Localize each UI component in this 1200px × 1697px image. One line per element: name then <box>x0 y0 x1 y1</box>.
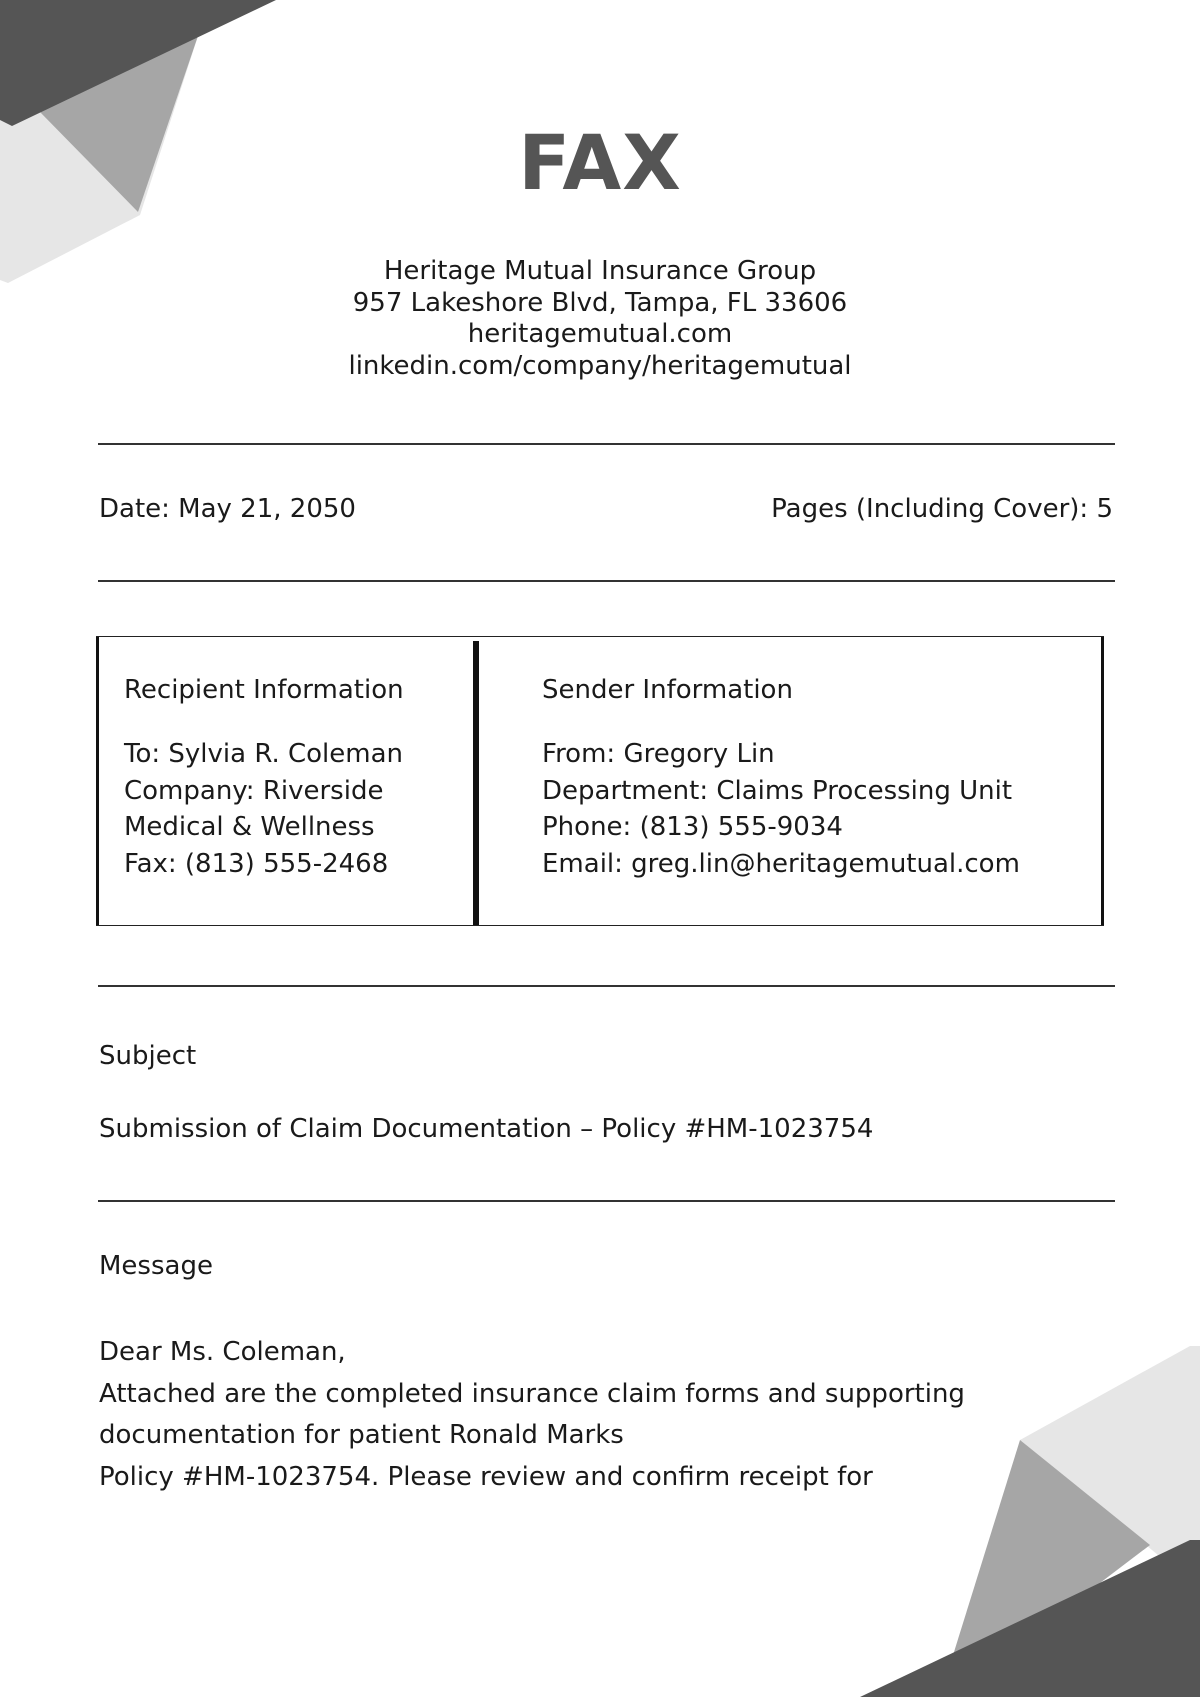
company-linkedin[interactable]: linkedin.com/company/heritagemutual <box>348 350 852 381</box>
company-name: Heritage Mutual Insurance Group <box>383 256 817 286</box>
recipient-heading: Recipient Information <box>124 675 404 705</box>
divider-line <box>98 443 1115 445</box>
box-border-right <box>1101 637 1104 925</box>
message-label: Message <box>99 1251 213 1281</box>
sender-email[interactable]: Email: greg.lin@heritagemutual.com <box>542 848 1020 879</box>
page-count: Pages (Including Cover): 5 <box>771 494 1113 524</box>
box-border-left <box>96 637 99 925</box>
fax-date: Date: May 21, 2050 <box>99 494 356 524</box>
message-line: Attached are the completed insurance claim forms and supporting <box>99 1378 965 1409</box>
contact-info-box <box>96 636 1104 926</box>
divider-line <box>98 985 1115 987</box>
box-column-divider <box>473 641 479 925</box>
sender-heading: Sender Information <box>542 675 793 705</box>
company-block <box>0 256 1200 382</box>
sender-from: From: Gregory Lin <box>542 739 775 769</box>
message-line: Dear Ms. Coleman, <box>99 1337 346 1367</box>
sender-info <box>542 675 1082 882</box>
recipient-info <box>124 675 464 882</box>
subject-text: Submission of Claim Documentation – Policy #HM-1023754 <box>99 1114 874 1144</box>
recipient-company-cont: Medical & Wellness <box>124 812 375 842</box>
sender-phone: Phone: (813) 555-9034 <box>542 812 843 842</box>
recipient-company: Company: Riverside <box>124 775 384 806</box>
divider-line <box>98 580 1115 582</box>
sender-department: Department: Claims Processing Unit <box>542 775 1013 806</box>
message-body <box>99 1332 965 1498</box>
subject-label: Subject <box>99 1041 197 1071</box>
message-line: documentation for patient Ronald Marks <box>99 1420 624 1450</box>
divider-line <box>98 1200 1115 1202</box>
company-website[interactable]: heritagemutual.com <box>467 319 733 349</box>
recipient-fax: Fax: (813) 555-2468 <box>124 848 389 879</box>
recipient-to: To: Sylvia R. Coleman <box>124 739 404 769</box>
page-title: FAX <box>518 118 682 207</box>
message-line: Policy #HM-1023754. Please review and confirm receipt for <box>99 1461 873 1492</box>
company-address: 957 Lakeshore Blvd, Tampa, FL 33606 <box>352 287 848 318</box>
